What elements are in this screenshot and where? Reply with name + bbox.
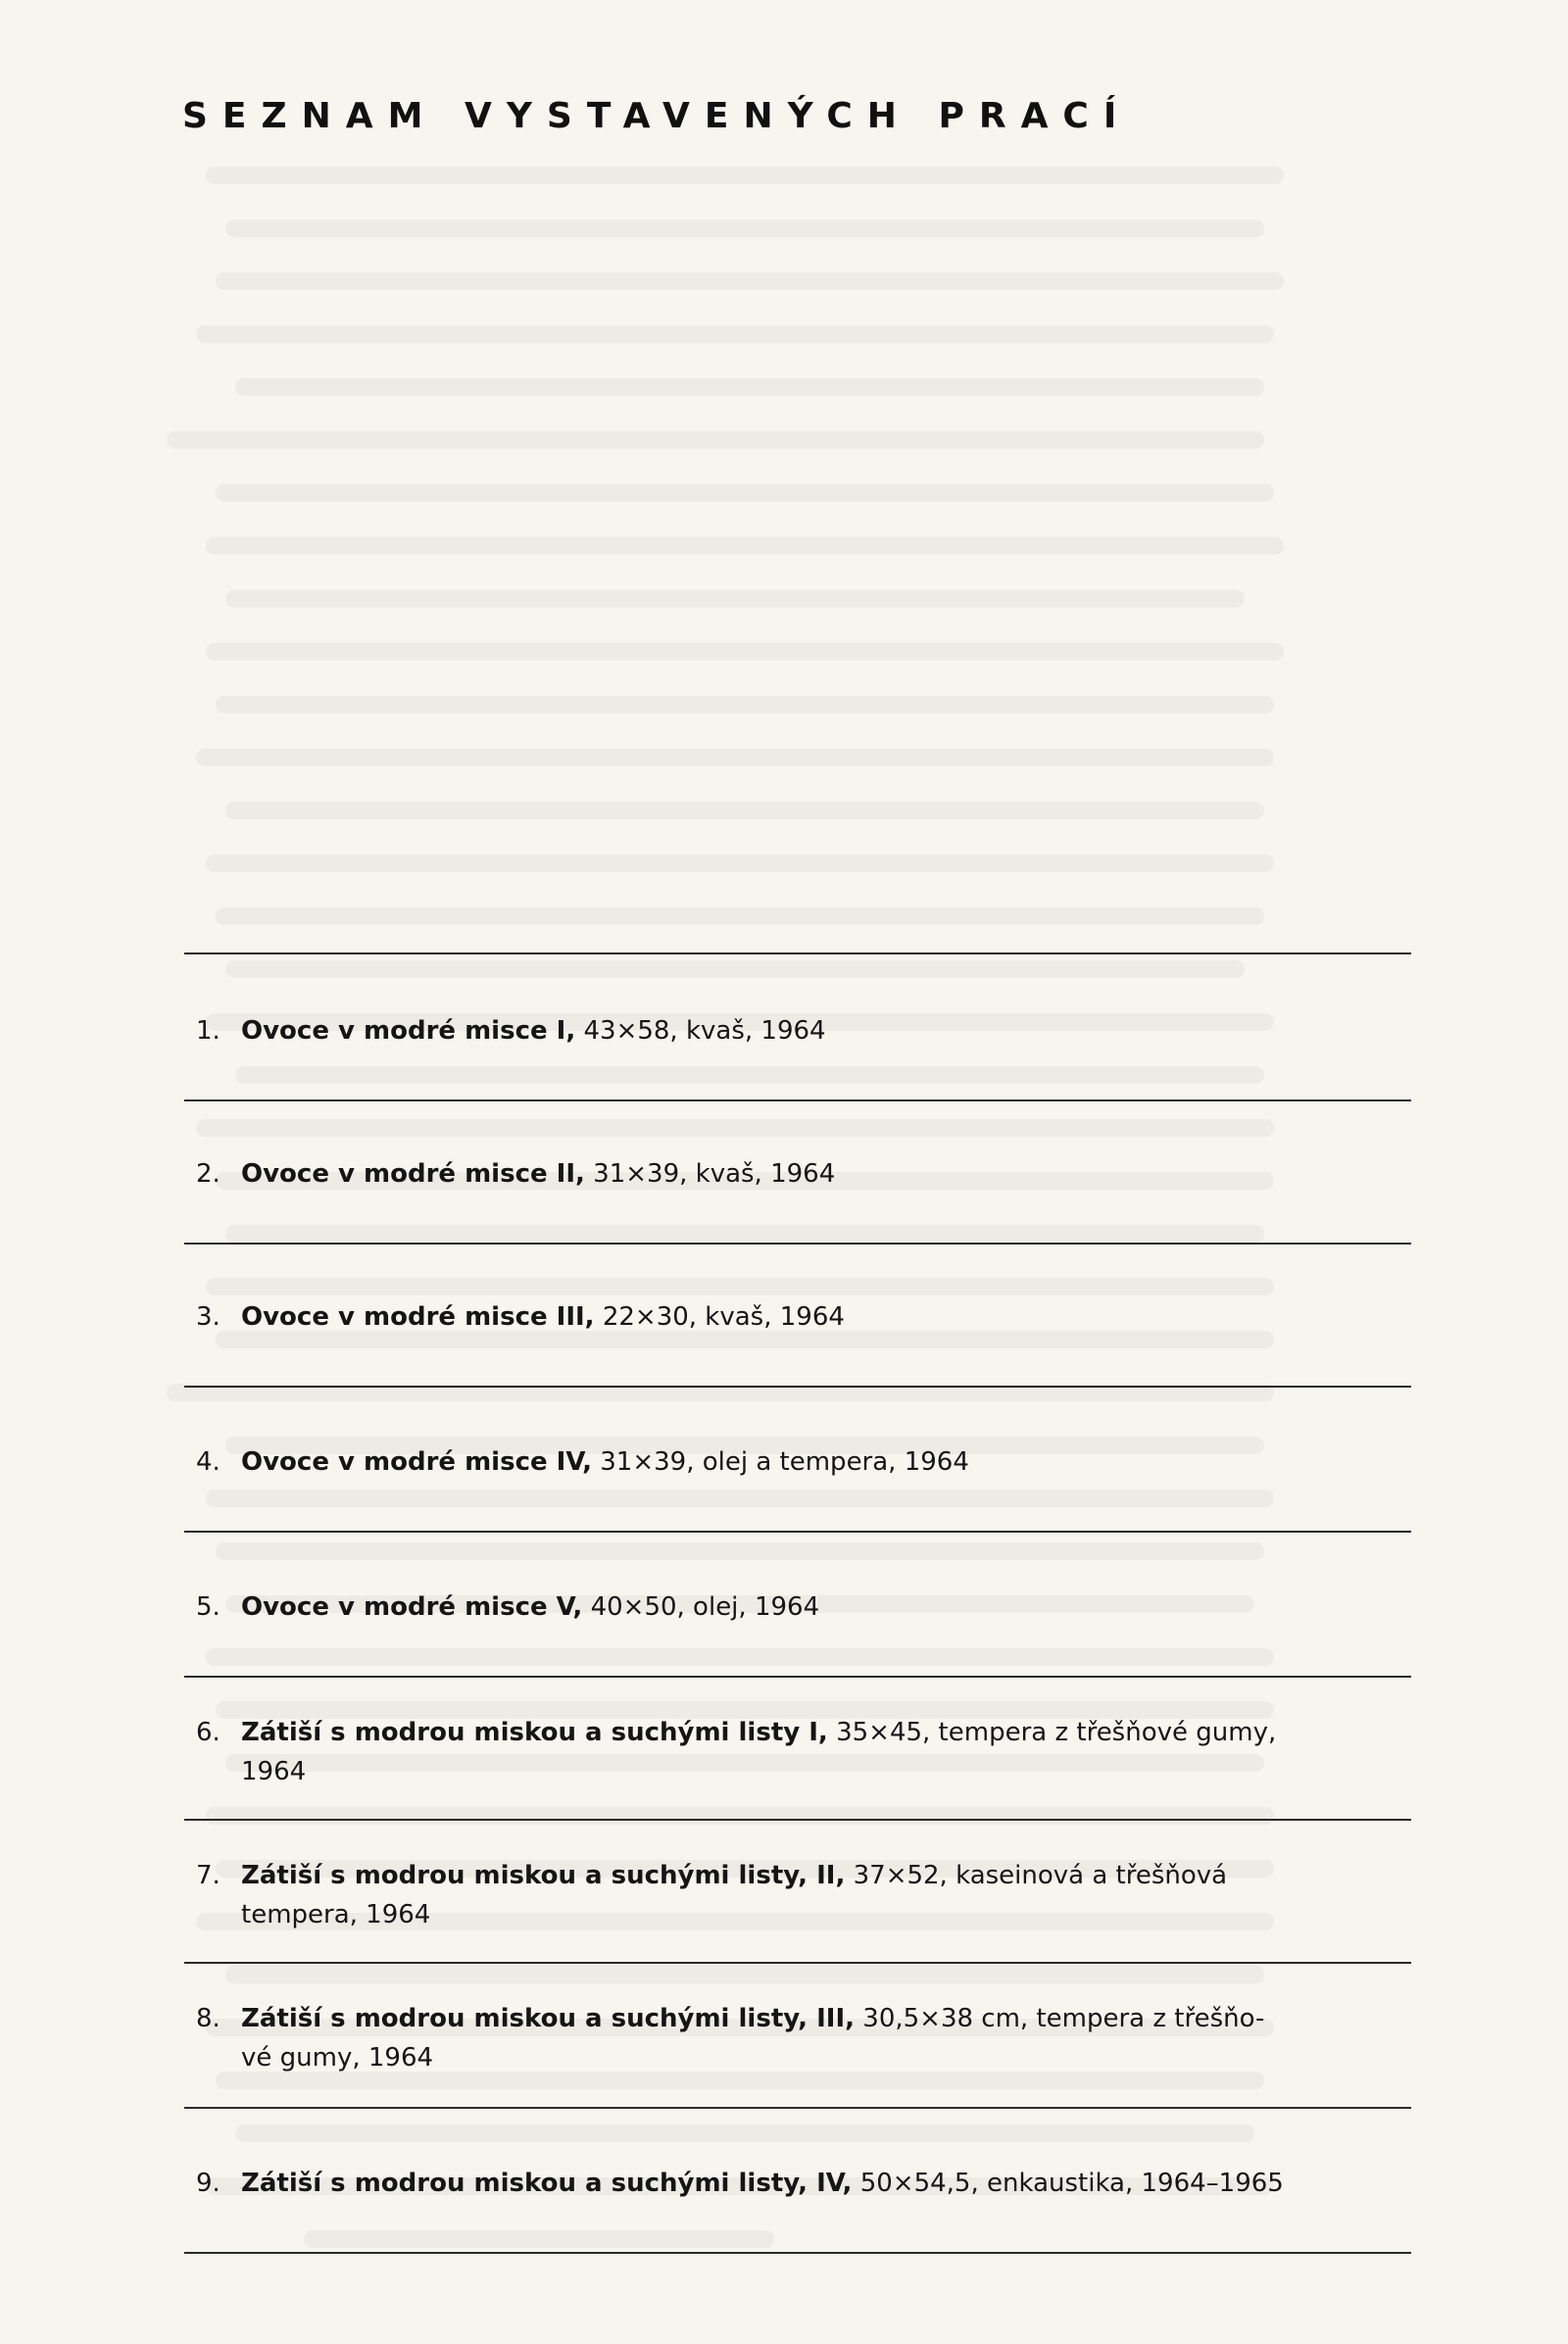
divider-rule	[184, 2252, 1411, 2254]
work-entry-3	[196, 1297, 1411, 1337]
work-details-continuation: vé gumy, 1964	[241, 2043, 434, 2073]
work-number: 2.	[196, 1159, 220, 1189]
work-number: 8.	[196, 2004, 220, 2033]
work-number: 9.	[196, 2169, 220, 2198]
work-number: 6.	[196, 1718, 220, 1747]
work-entry-5	[196, 1587, 1411, 1627]
work-entry-7	[196, 1856, 1411, 1934]
work-entry-6	[196, 1713, 1411, 1791]
work-details: 50×54,5, enkaustika, 1964–1965	[852, 2169, 1284, 2198]
work-entry-1	[196, 1011, 1411, 1050]
work-title: Ovoce v modré misce V,	[241, 1592, 583, 1622]
work-number: 3.	[196, 1302, 220, 1332]
work-entry-9	[196, 2164, 1411, 2203]
work-details: 43×58, kvaš, 1964	[575, 1016, 826, 1046]
divider-rule	[184, 1099, 1411, 1101]
paper-show-through	[108, 118, 1470, 2273]
work-details: 30,5×38 cm, tempera z třešňo-	[855, 2004, 1265, 2033]
work-title: Ovoce v modré misce III,	[241, 1302, 595, 1332]
divider-rule	[184, 1676, 1411, 1678]
divider-rule	[184, 1386, 1411, 1388]
work-title: Zátiší s modrou miskou a suchými listy, II,	[241, 1861, 846, 1890]
work-title: Zátiší s modrou miskou a suchými listy I,	[241, 1718, 828, 1747]
divider-rule	[184, 1243, 1411, 1245]
work-entry-2	[196, 1154, 1411, 1194]
work-details-continuation: tempera, 1964	[241, 1900, 431, 1929]
work-number: 1.	[196, 1016, 220, 1046]
work-details-continuation: 1964	[241, 1757, 307, 1786]
divider-rule	[184, 1962, 1411, 1964]
work-entry-4	[196, 1442, 1411, 1482]
work-number: 4.	[196, 1447, 220, 1477]
work-details: 37×52, kaseinová a třešňová	[845, 1861, 1228, 1890]
work-details: 35×45, tempera z třešňové gumy,	[827, 1718, 1277, 1747]
page-title: SEZNAM VYSTAVENÝCH PRACÍ	[182, 96, 1132, 136]
work-title: Ovoce v modré misce I,	[241, 1016, 576, 1046]
work-title: Ovoce v modré misce II,	[241, 1159, 585, 1189]
work-number: 7.	[196, 1861, 220, 1890]
work-title: Zátiší s modrou miskou a suchými listy, IV,	[241, 2169, 853, 2198]
work-details: 31×39, kvaš, 1964	[584, 1159, 836, 1189]
divider-rule	[184, 952, 1411, 954]
work-details: 40×50, olej, 1964	[582, 1592, 820, 1622]
divider-rule	[184, 1531, 1411, 1533]
work-entry-8	[196, 1999, 1411, 2077]
work-details: 22×30, kvaš, 1964	[594, 1302, 845, 1332]
divider-rule	[184, 2107, 1411, 2109]
work-details: 31×39, olej a tempera, 1964	[591, 1447, 969, 1477]
work-title: Zátiší s modrou miskou a suchými listy, III,	[241, 2004, 856, 2033]
divider-rule	[184, 1819, 1411, 1821]
work-number: 5.	[196, 1592, 220, 1622]
work-title: Ovoce v modré misce IV,	[241, 1447, 592, 1477]
